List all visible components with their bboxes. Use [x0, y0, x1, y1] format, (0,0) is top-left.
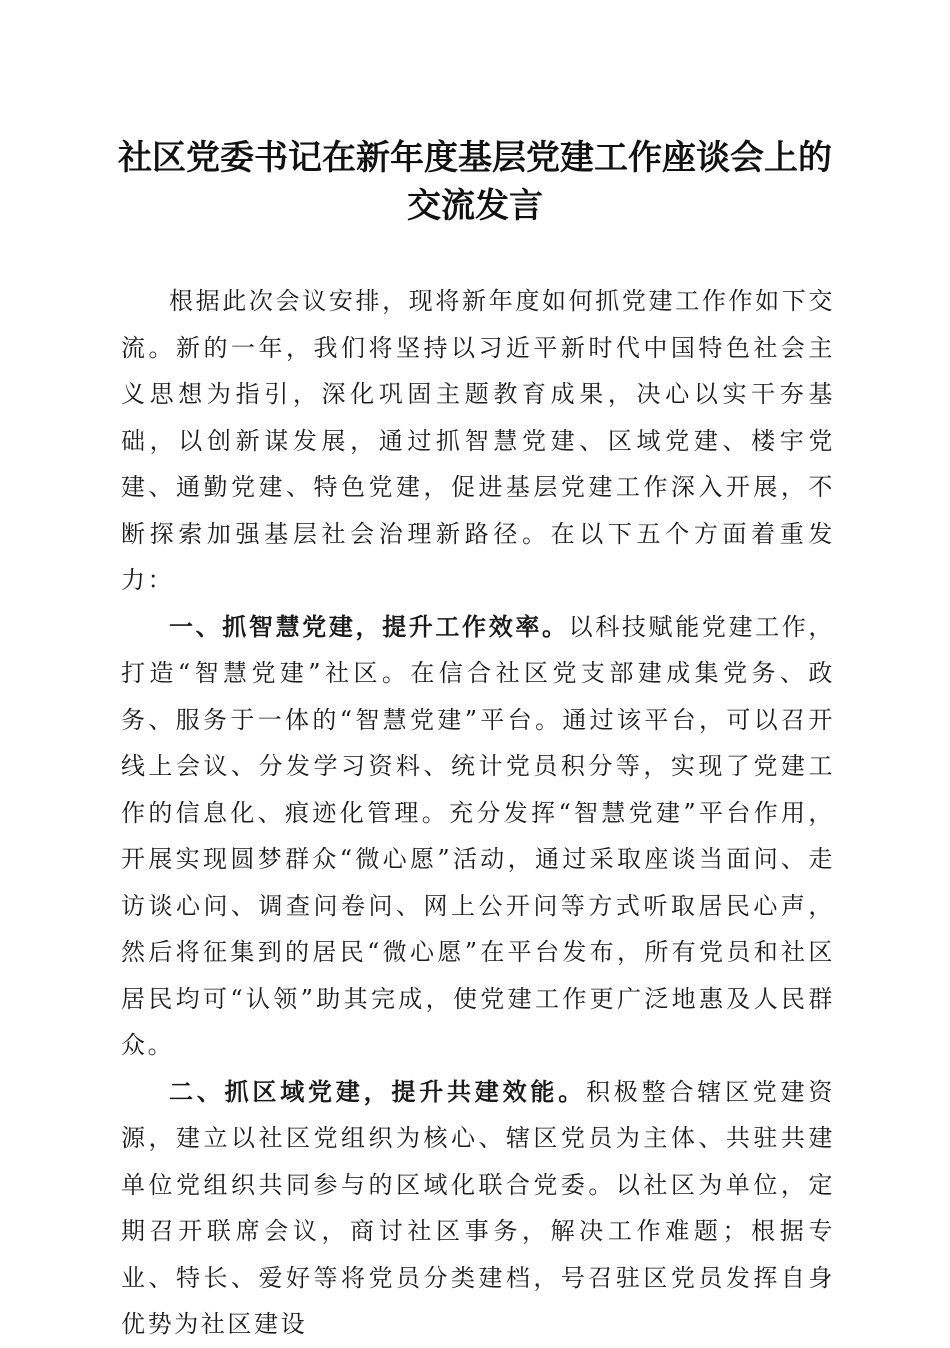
- section-paragraph-1: [121, 604, 835, 1069]
- section-paragraph-2: [121, 1069, 835, 1348]
- section-heading-2: 二、抓区域党建，提升共建效能。: [169, 1077, 586, 1106]
- intro-paragraph: 根据此次会议安排，现将新年度如何抓党建工作作如下交流。新的一年，我们将坚持以习近平新时代中国特色社会主义思想为指引，深化巩固主题教育成果，决心以实干夯基础，以创新谋发展，通过抓智慧党建、区域党建、楼宇党建、通勤党建、特色党建，促进基层党建工作深入开展，不断探索加强基层社会治理新路径。在以下五个方面着重发力：: [121, 287, 835, 594]
- section-text-1: 以科技赋能党建工作，打造“智慧党建”社区。在信合社区党支部建成集党务、政务、服务于一体的“智慧党建”平台。通过该平台，可以召开线上会议、分发学习资料、统计党员积分等，实现了党建工作的信息化、痕迹化管理。充分发挥“智慧党建”平台作用，开展实现圆梦群众“微心愿”活动，通过采取座谈当面问、走访谈心问、调查问卷问、网上公开问等方式听取居民心声，然后将征集到的居民“微心愿”在平台发布，所有党员和社区居民均可“认领”助其完成，使党建工作更广泛地惠及人民群众。: [121, 612, 835, 1059]
- document-title: 社区党委书记在新年度基层党建工作座谈会上的交流发言: [118, 138, 832, 226]
- section-text-2: 积极整合辖区党建资源，建立以社区党组织为核心、辖区党员为主体、共驻共建单位党组织共同参与的区域化联合党委。以社区为单位，定期召开联席会议，商讨社区事务，解决工作难题；根据专业、特长、爱好等将党员分类建档，号召驻区党员发挥自身优势为社区建设: [121, 1077, 835, 1338]
- section-heading-1: 一、抓智慧党建，提升工作效率。: [169, 612, 569, 641]
- document-body: [121, 278, 835, 1348]
